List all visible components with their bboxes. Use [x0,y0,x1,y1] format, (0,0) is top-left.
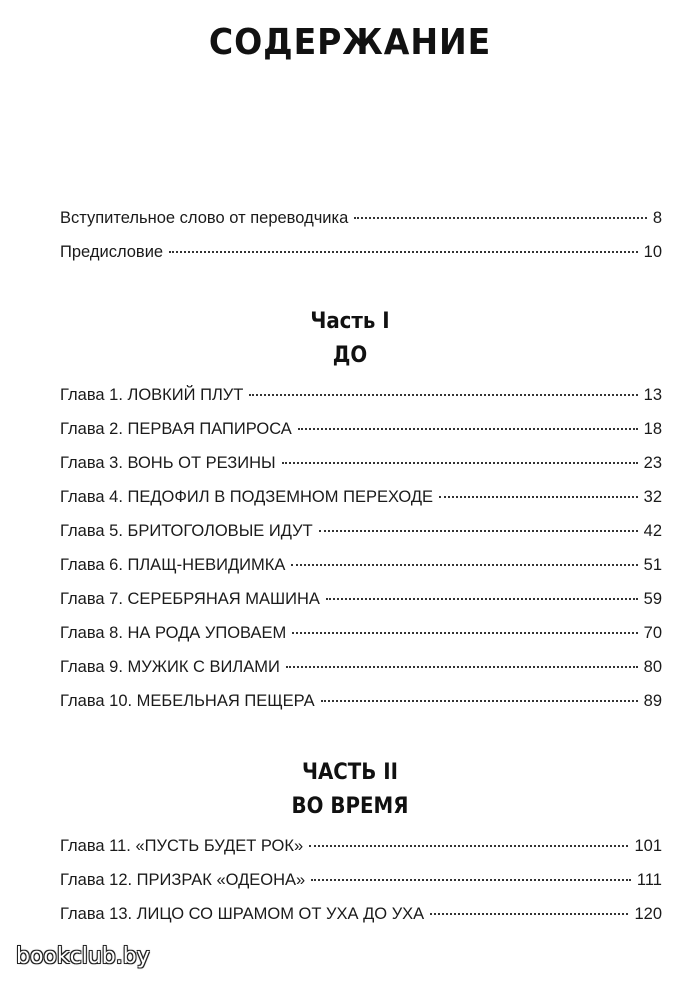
dot-leader [249,394,637,396]
dot-leader [430,913,628,915]
toc-entry [60,692,662,726]
toc-entry-title: Глава 6. ПЛАЩ-НЕВИДИМКА [60,556,286,574]
toc-entry-page: 18 [643,420,662,438]
toc-entry-title: Глава 13. ЛИЦО СО ШРАМОМ ОТ УХА ДО УХА [60,905,425,923]
part-2-name: ВО ВРЕМЯ [291,794,409,819]
dot-leader [291,564,637,566]
toc-entry-title: Вступительное слово от переводчика [60,209,349,227]
toc-entry-title: Глава 3. ВОНЬ ОТ РЕЗИНЫ [60,454,276,472]
part-2-heading [0,756,700,824]
toc-entry-title: Глава 7. СЕРЕБРЯНАЯ МАШИНА [60,590,320,608]
toc-entry [60,658,662,692]
dot-leader [319,530,638,532]
toc-entry [60,522,662,556]
toc-entry-page: 13 [643,386,662,404]
toc-entry-page: 59 [643,590,662,608]
dot-leader [169,251,638,253]
toc-entry [60,590,662,624]
dot-leader [354,217,647,219]
toc-entry-page: 120 [634,905,662,923]
part-1-heading [0,305,700,373]
watermark: bookclub.by [16,944,150,969]
part-2-label: ЧАСТЬ II [301,760,399,785]
toc-entry-title: Глава 2. ПЕРВАЯ ПАПИРОСА [60,420,292,438]
dot-leader [282,462,638,464]
dot-leader [292,632,637,634]
part-1-name: ДО [332,343,368,368]
toc-entry-page: 8 [652,209,662,227]
toc-entry [60,209,662,243]
dot-leader [311,879,631,881]
toc-entry-page: 42 [643,522,662,540]
toc-entry [60,624,662,658]
toc-entry [60,837,662,871]
part-1-chapter-list [60,386,662,726]
toc-entry-page: 111 [636,871,662,889]
dot-leader [298,428,638,430]
toc-entry-page: 32 [643,488,662,506]
toc-entry-title: Глава 11. «ПУСТЬ БУДЕТ РОК» [60,837,304,855]
toc-entry [60,488,662,522]
toc-entry [60,243,662,277]
dot-leader [439,496,638,498]
toc-entry [60,386,662,420]
toc-entry-page: 101 [634,837,662,855]
dot-leader [326,598,638,600]
dot-leader [286,666,638,668]
toc-entry-page: 89 [643,692,662,710]
dot-leader [309,845,628,847]
dot-leader [321,700,638,702]
toc-entry-title: Глава 12. ПРИЗРАК «ОДЕОНА» [60,871,306,889]
toc-entry-title: Глава 4. ПЕДОФИЛ В ПОДЗЕМНОМ ПЕРЕХОДЕ [60,488,434,506]
toc-entry-page: 51 [643,556,662,574]
toc-entry [60,871,662,905]
toc-entry-page: 80 [643,658,662,676]
toc-entry [60,905,662,939]
toc-entry-title: Предисловие [60,243,164,261]
front-matter-list [60,209,662,277]
page-title: СОДЕРЖАНИЕ [208,22,492,63]
part-1-label: Часть I [310,309,390,334]
toc-entry-page: 23 [643,454,662,472]
toc-entry [60,556,662,590]
toc-entry-title: Глава 1. ЛОВКИЙ ПЛУТ [60,386,244,404]
toc-entry-title: Глава 10. МЕБЕЛЬНАЯ ПЕЩЕРА [60,692,315,710]
toc-entry-title: Глава 8. НА РОДА УПОВАЕМ [60,624,287,642]
part-2-chapter-list [60,837,662,939]
toc-entry-page: 70 [643,624,662,642]
toc-entry [60,420,662,454]
toc-entry-title: Глава 5. БРИТОГОЛОВЫЕ ИДУТ [60,522,313,540]
toc-entry-page: 10 [643,243,662,261]
toc-entry-title: Глава 9. МУЖИК С ВИЛАМИ [60,658,280,676]
toc-entry [60,454,662,488]
